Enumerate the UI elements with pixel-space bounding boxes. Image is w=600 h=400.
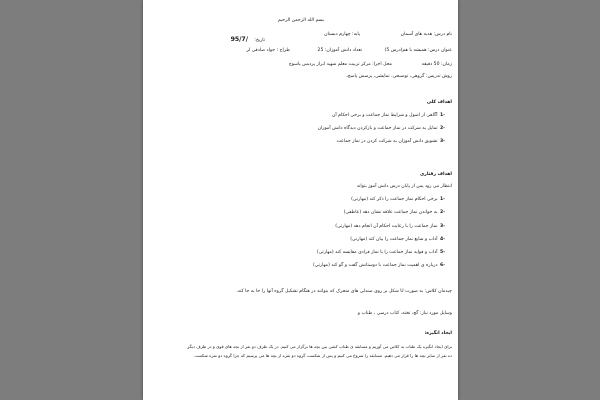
date-label: تاریخ: bbox=[254, 38, 265, 43]
list-item-text: درباره ی اهمیت نماز جماعت با دوستانش گفت و گو کند (مهارتی) bbox=[312, 263, 438, 268]
list-item-number: 5- bbox=[439, 250, 446, 255]
behavioral-goals-intro: انتظار می رود پس از پایان درس دانش آموز بتواند bbox=[356, 184, 452, 189]
list-item-number: 2- bbox=[439, 210, 446, 215]
list-item-text: آداب و فواید نماز جماعت را با نماز فرادی مقایسه کند (مهارتی) bbox=[316, 250, 438, 255]
motivation-heading: ایجاد انگیزه: bbox=[424, 331, 452, 336]
motivation-line: ده نفر از سایر بچه ها را قرار می دهیم. مسابقه را شروع می کنیم و پس از شکست گروه دو نفره از بچه ها می پرسیم که چرا گروه دو نفره شکست bbox=[194, 353, 452, 358]
list-item-text: برخی احکام نماز جماعت را ذکر کند (مهارتی) bbox=[351, 197, 438, 202]
grade: پایه: چهارم دبستان bbox=[324, 32, 360, 37]
list-item-number: 4- bbox=[439, 237, 446, 242]
list-item-number: 1- bbox=[439, 113, 446, 118]
list-item bbox=[344, 210, 446, 216]
list-item bbox=[313, 263, 446, 269]
lesson-time: زمان: 50 دقیقه bbox=[421, 62, 452, 67]
behavioral-goals-heading: اهداف رفتاری bbox=[419, 172, 452, 177]
list-item-text: آگاهی از اصول و شرایط نماز جماعت و برخی احکام آن bbox=[331, 113, 438, 118]
list-item bbox=[317, 250, 446, 256]
list-item bbox=[318, 126, 446, 132]
motivation-line: برای ایجاد انگیزه یک طناب به کلاس می آوریم و مسابقه ی طناب کشی بین بچه ها برگزار می کنیم. در یک طرف دو نفر از بچه های قوی و در طرف دیگر bbox=[187, 344, 452, 349]
list-item-text: تمایل به شرکت در نماز جماعت و بازکردن دیدگاه دانش آموزان bbox=[317, 126, 438, 131]
list-item bbox=[351, 197, 446, 203]
list-item bbox=[337, 139, 446, 145]
teaching-method: روش تدریس: گروهی، توضیحی، نمایشی، پرسش پاسخ، bbox=[346, 74, 452, 79]
list-item bbox=[332, 113, 446, 119]
list-item-number: 3- bbox=[439, 224, 446, 229]
list-item-text: تشویق دانش آموزان به شرکت کردن در نماز جماعت bbox=[336, 139, 438, 144]
bismillah: بسم الله الرحمن الرحیم bbox=[277, 18, 324, 23]
date-value: 95/7/ bbox=[230, 36, 248, 43]
list-item-text: نماز جماعت را با رعایت احکام آن انجام دهد (مهارتی) bbox=[335, 224, 438, 229]
list-item-number: 1- bbox=[439, 197, 446, 202]
designer: طراح : جواد صادقی لر bbox=[246, 48, 290, 53]
class-setup: چیدمان کلاس: به صورت U شکل بر روی صندلی های متحرک که بتوانند در هنگام تشکیل گروه آنها را جا به جا کند. bbox=[236, 289, 452, 294]
list-item-text: آداب و شایع نماز جماعت را بیان کند (مهارتی) bbox=[350, 237, 438, 242]
lesson-name: نام درس: هدیه های آسمان bbox=[400, 32, 452, 37]
list-item bbox=[350, 237, 446, 243]
list-item-number: 6- bbox=[439, 263, 446, 268]
students-count: تعداد دانش آموزان: 25 bbox=[317, 48, 362, 53]
materials: وسایل مورد نیاز: گچ، تخته، کتاب درسی ، طناب و bbox=[357, 311, 452, 316]
general-goals-heading: اهداف کلی bbox=[426, 100, 452, 105]
document-page bbox=[143, 0, 458, 400]
lesson-title: عنوان درس: همیشه با هم(درس 5) bbox=[384, 48, 452, 53]
list-item bbox=[335, 224, 446, 230]
list-item-number: 3- bbox=[439, 139, 446, 144]
list-item-text: به خواندن نماز جماعت علاقه نشان دهد (عاطفی) bbox=[343, 210, 438, 215]
list-item-number: 2- bbox=[439, 126, 446, 131]
lesson-location: محل اجرا: مرکز تربیت معلم شهید ابراز پردیس پاسوج bbox=[288, 62, 392, 67]
